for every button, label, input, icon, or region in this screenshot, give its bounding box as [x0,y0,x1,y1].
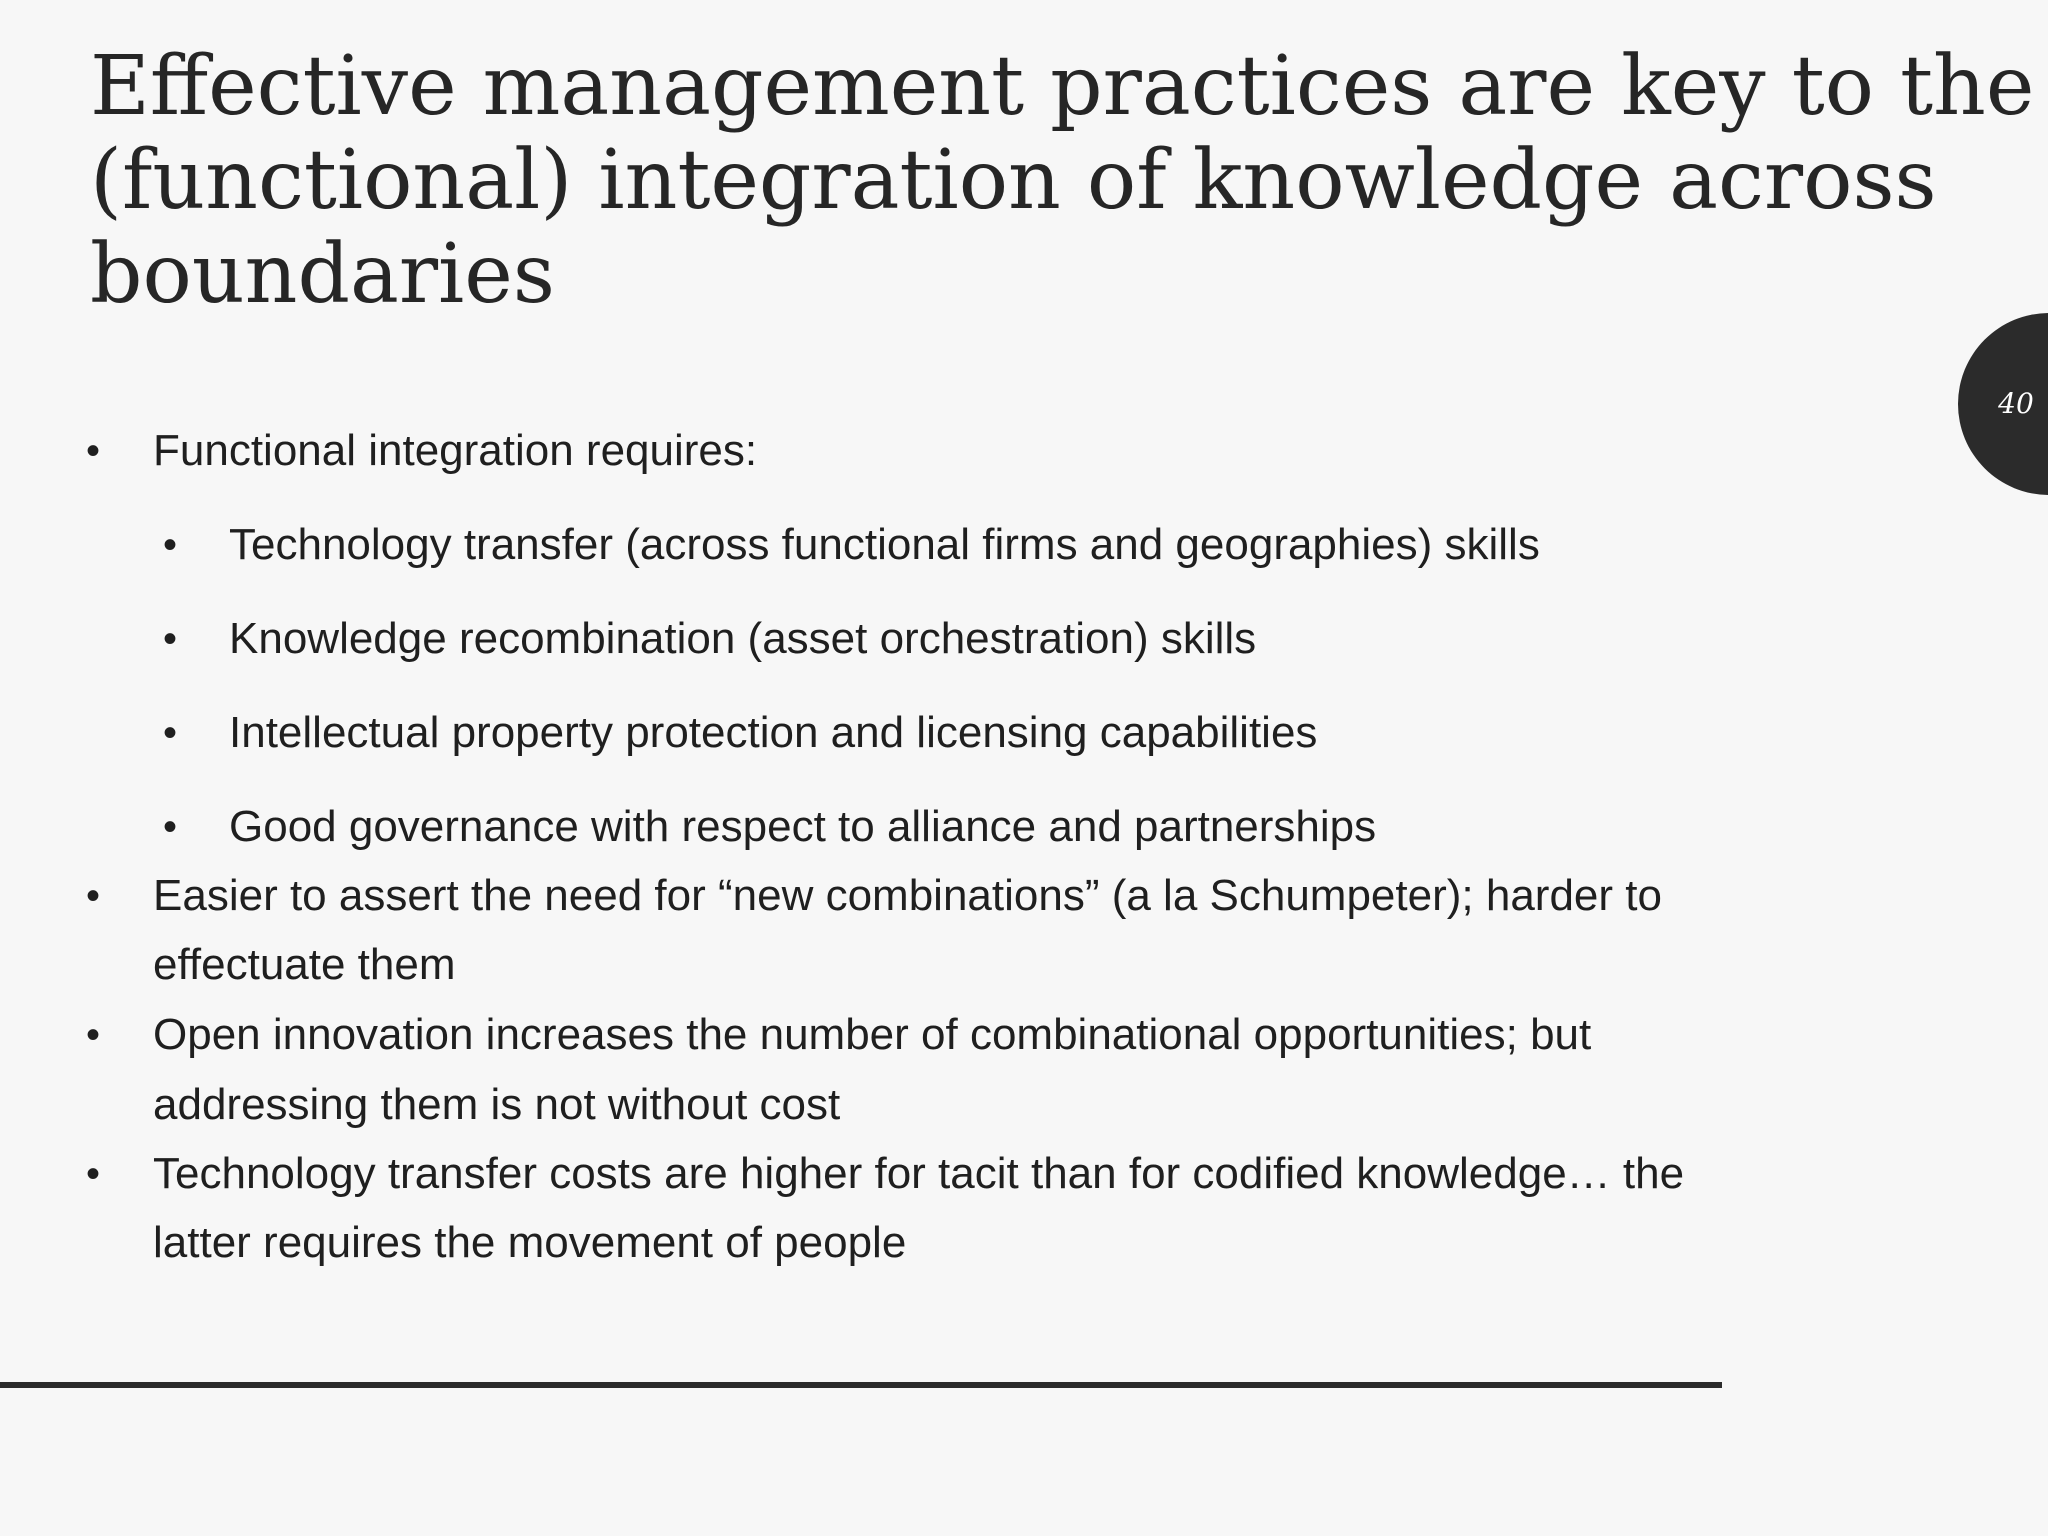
sub-bullet-text: Intellectual property protection and licensing capabilities [229,708,1318,757]
sub-bullet-marker: • [163,523,178,567]
bullet-marker: • [86,429,101,473]
slide-title-line: (functional) integration of knowledge across [90,133,1937,228]
bullet-text: Open innovation increases the number of combinational opportunities; but [153,1010,1592,1059]
bullet-marker: • [86,1152,101,1196]
bullet-marker: • [86,1013,101,1057]
bullet-text: Functional integration requires: [153,426,758,475]
bullet-text-continuation: addressing them is not without cost [153,1080,841,1129]
bullet-text-continuation: latter requires the movement of people [153,1218,907,1267]
sub-bullet-marker: • [163,711,178,755]
bullet-marker: • [86,874,101,918]
page-number: 40 [1998,387,2034,420]
sub-bullet-text: Good governance with respect to alliance and partnerships [229,802,1377,851]
sub-bullet-text: Knowledge recombination (asset orchestration) skills [229,614,1257,663]
footer-divider [0,1382,1722,1388]
sub-bullet-marker: • [163,617,178,661]
sub-bullet-marker: • [163,805,178,849]
sub-bullet-text: Technology transfer (across functional firms and geographies) skills [229,520,1540,569]
bullet-text-continuation: effectuate them [153,940,456,989]
slide-title-line: boundaries [90,227,555,322]
slide-title-line: Effective management practices are key to the [90,39,2035,134]
bullet-text: Easier to assert the need for “new combinations” (a la Schumpeter); harder to [153,871,1662,920]
bullet-text: Technology transfer costs are higher for tacit than for codified knowledge… the [153,1149,1685,1198]
